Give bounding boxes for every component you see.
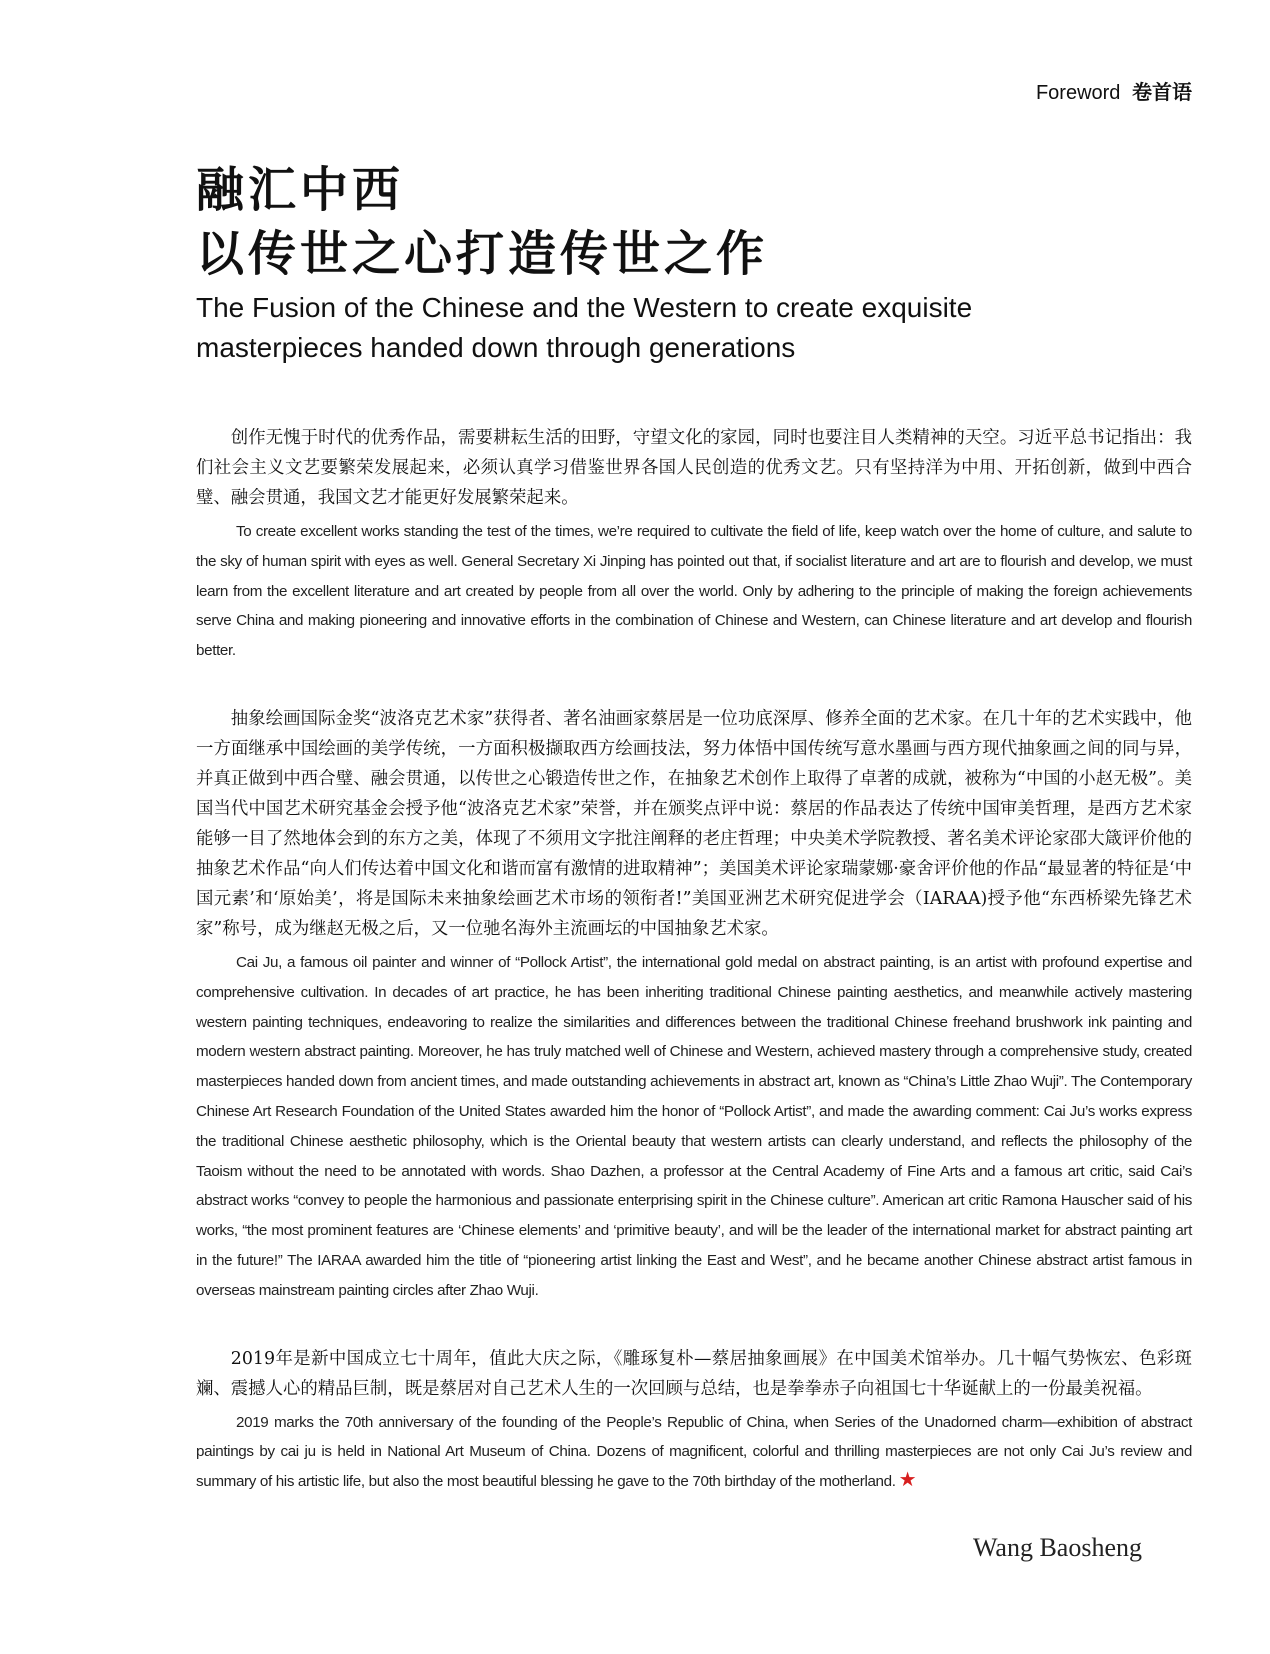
red-star-icon: ★: [898, 1469, 917, 1492]
header-label-en: Foreword: [1035, 82, 1121, 104]
page-header: [1036, 76, 1192, 105]
paragraph-3-cn: 2019年是新中国成立七十周年，值此大庆之际，《雕琢复朴—蔡居抽象画展》在中国美术馆举办。几十幅气势恢宏、色彩斑斓、震撼人心的精品巨制，既是蔡居对自己艺术人生的一次回顾与总结，也是拳拳赤子向祖国七十华诞献上的一份最美祝福。: [196, 1348, 1192, 1399]
chinese-title-line-1: 融汇中西: [196, 162, 405, 218]
english-title-line-2: masterpieces handed down through generations: [196, 332, 796, 363]
paragraph-3-en-text: 2019 marks the 70th anniversary of the founding of the People’s Republic of China, when Series of the Unadorned charm—exhibition of abstract paintings by cai ju is held in National Art Museum of China. Dozens of magnificent, colorful and thrilling masterpieces are not only Cai Ju’s review and summary of his artistic life, but also the most beautiful blessing he gave to the 70th birthday of the motherland.: [196, 1413, 1192, 1491]
paragraph-spacer: [196, 1306, 1192, 1344]
header-label-cn: 卷首语: [1132, 80, 1192, 104]
paragraph-1-cn: 创作无愧于时代的优秀作品，需要耕耘生活的田野，守望文化的家园，同时也要注目人类精神的天空。习近平总书记指出：我们社会主义文艺要繁荣发展起来，必须认真学习借鉴世界各国人民创造的优秀文艺。只有坚持洋为中用、开拓创新，做到中西合璧、融会贯通，我国文艺才能更好发展繁荣起来。: [196, 428, 1192, 508]
paragraph-2-cn: 抽象绘画国际金奖“波洛克艺术家”获得者、著名油画家蔡居是一位功底深厚、修养全面的艺术家。在几十年的艺术实践中，他一方面继承中国绘画的美学传统，一方面积极撷取西方绘画技法，努力体悟中国传统写意水墨画与西方现代抽象画之间的同与异，并真正做到中西合璧、融会贯通，以传世之心锻造传世之作，在抽象艺术创作上取得了卓著的成就，被称为“中国的小赵无极”。美国当代中国艺术研究基金会授予他“波洛克艺术家”荣誉，并在颁奖点评中说：蔡居的作品表达了传统中国审美哲理，是西方艺术家能够一目了然地体会到的东方之美，体现了不须用文字批注阐释的老庄哲理；中央美术学院教授、著名美术评论家邵大箴评价他的抽象艺术作品“向人们传达着中国文化和谐而富有激情的进取精神”；美国美术评论家瑞蒙娜·豪舍评价他的作品“最显著的特征是‘中国元素’和‘原始美’，将是国际未来抽象绘画艺术市场的领衔者!”美国亚洲艺术研究促进学会（IARAA)授予他“东西桥梁先锋艺术家”称号，成为继赵无极之后，又一位驰名海外主流画坛的中国抽象艺术家。: [196, 708, 1192, 939]
paragraph-spacer: [196, 666, 1192, 704]
chinese-title: [196, 158, 768, 286]
paragraph-2-en: Cai Ju, a famous oil painter and winner of “Pollock Artist”, the international gold medal on abstract painting, is an artist with profound expertise and comprehensive cultivation. In decades of art practice, he has been inheriting traditional Chinese painting aesthetics, and meanwhile actively mastering western painting techniques, endeavoring to realize the similarities and differences between the traditional Chinese freehand brushwork ink painting and modern western abstract painting. Moreover, he has truly matched well of Chinese and Western, achieved mastery through a comprehensive study, created masterpieces handed down from ancient times, and made outstanding achievements in abstract art, known as “China’s Little Zhao Wuji”. The Contemporary Chinese Art Research Foundation of the United States awarded him the honor of “Pollock Artist”, and made the awarding comment: Cai Ju’s works express the traditional Chinese aesthetic philosophy, which is the Oriental beauty that western artists can clearly understand, and reflects the philosophy of the Taoism without the need to be annotated with words. Shao Dazhen, a professor at the Central Academy of Fine Arts and a famous art critic, said Cai’s abstract works “convey to people the harmonious and passionate enterprising spirit in the Chinese culture”. American art critic Ramona Hauscher said of his works, “the most prominent features are ‘Chinese elements’ and ‘primitive beauty’, and will be the leader of the international market for abstract painting art in the future!” The IARAA awarded him the title of “pioneering artist linking the East and West”, and he became another Chinese abstract artist famous in overseas mainstream painting circles after Zhao Wuji.: [196, 953, 1192, 1299]
paragraph-1-en: To create excellent works standing the test of the times, we’re required to cultivate the field of life, keep watch over the home of culture, and salute to the sky of human spirit with eyes as well. General Secretary Xi Jinping has pointed out that, if socialist literature and art are to flourish and develop, we must learn from the excellent literature and art created by people from all over the world. Only by adhering to the principle of making the foreign achievements serve China and making pioneering and innovative efforts in the combination of Chinese and Western, can Chinese literature and art develop and flourish better.: [196, 523, 1192, 660]
paragraph-3-en: [196, 1408, 1192, 1497]
article-body: [196, 423, 1192, 1497]
english-title: [196, 288, 1196, 368]
chinese-title-line-2: 以传世之心打造传世之作: [196, 226, 769, 282]
author-signature: Wang Baosheng: [972, 1533, 1142, 1562]
english-title-line-1: The Fusion of the Chinese and the Western to create exquisite: [196, 292, 973, 323]
